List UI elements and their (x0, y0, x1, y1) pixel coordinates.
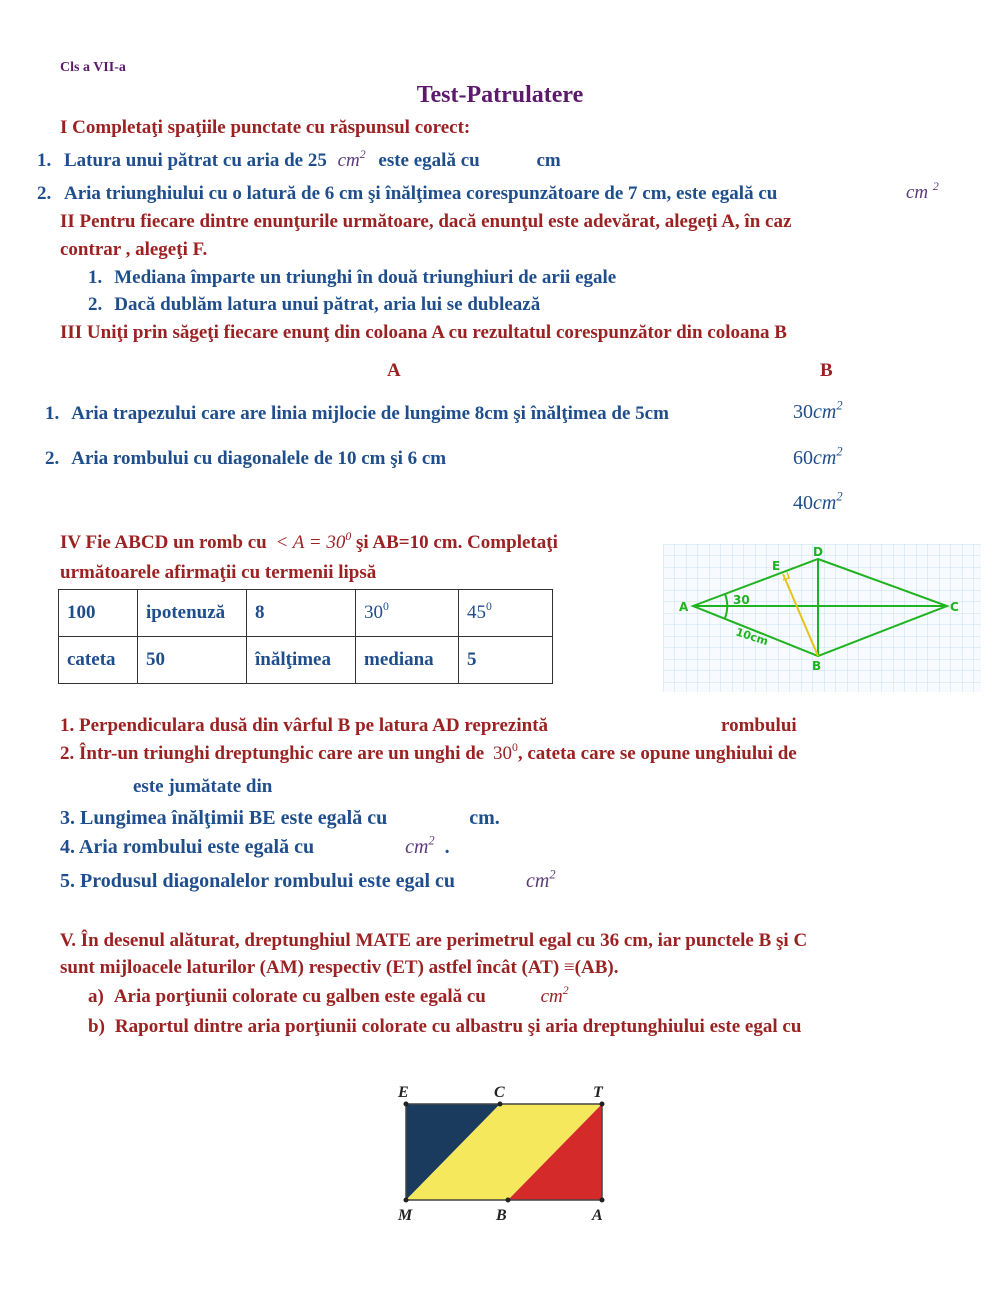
q2-unit: cm $^2$ (906, 179, 939, 203)
section5-line2: sunt mijloacele laturilor (AM) respectiv (ET) astfel încât (AT) ≡(AB). (60, 957, 619, 978)
section2-item-1: 1. Mediana împarte un triunghi în două triunghiuri de arii egale (88, 267, 617, 288)
vertex-d-label: D (813, 545, 823, 559)
column-b-result-1[interactable]: $30cm^2$ (793, 398, 843, 423)
point-b-label: B (496, 1207, 507, 1223)
point-e-label: E (398, 1084, 409, 1101)
section4-question-4: 4. Aria rombului este egală cu $cm^2$ . (60, 833, 450, 858)
angle-label: 30 (733, 593, 750, 607)
column-a-item-1[interactable]: 1. Aria trapezului care are linia mijlocie de lungime 8cm şi înălţimea de 5cm (45, 403, 669, 424)
point-m-label: M (398, 1207, 413, 1223)
page-title: Test-Patrulatere (416, 82, 584, 108)
section4-question-1-end: rombului (721, 715, 797, 736)
q2-number: 2. (37, 183, 52, 204)
point-c-label: C (494, 1084, 505, 1101)
section1-question-2 (37, 183, 777, 205)
section5-question-a: a) Aria porţiunii colorate cu galben este egală cu $cm^2$ (88, 983, 569, 1007)
rectangle-figure (388, 1073, 610, 1223)
q1-unit: $cm^2$ (337, 147, 366, 171)
column-b-header: B (820, 360, 833, 381)
table-cell[interactable]: 8 (247, 590, 356, 637)
column-b-result-2[interactable]: $60cm^2$ (793, 444, 843, 469)
vertex-b-label: B (812, 659, 822, 673)
point-t-label: T (593, 1084, 603, 1101)
table-row (59, 590, 553, 637)
column-b-result-3[interactable]: $40cm^2$ (793, 489, 843, 514)
section4-question-2: 2. Într-un triunghi dreptunghic care are un unghi de $30^0$, cateta care se opune unghiului de (60, 740, 797, 764)
table-cell[interactable]: cateta (59, 637, 138, 684)
q1-end: cm (536, 150, 561, 171)
q1-text: Latura unui pătrat cu aria de 25 (64, 150, 327, 171)
table-cell[interactable]: mediana (356, 637, 459, 684)
section4-question-3: 3. Lungimea înălţimii BE este egală cu cm. (60, 807, 500, 829)
q1-after: este egală cu (378, 150, 480, 171)
table-row (59, 637, 553, 684)
table-cell[interactable]: înălţimea (247, 637, 356, 684)
section1-question-1 (37, 147, 561, 172)
section2-item-2: 2. Dacă dublăm latura unui pătrat, aria lui se dublează (88, 294, 541, 315)
section4-question-1: 1. Perpendiculara dusă din vârful B pe latura AD reprezintă (60, 715, 549, 736)
section4-heading-line2: următoarele afirmaţii cu termenii lipsă (60, 562, 377, 583)
vertex-a-label: A (679, 600, 689, 614)
table-cell[interactable]: $30^0$ (356, 590, 459, 637)
section5-line1: V. În desenul alăturat, dreptunghiul MATE are perimetrul egal cu 36 cm, iar punctele B şi C (60, 930, 808, 951)
class-label: Cls a VII-a (60, 60, 126, 75)
table-cell[interactable]: $45^0$ (459, 590, 553, 637)
section1-heading: I Completaţi spaţiile punctate cu răspunsul corect: (60, 117, 471, 138)
side-label: 10cm (734, 625, 770, 649)
table-cell[interactable]: ipotenuză (138, 590, 247, 637)
table-cell[interactable]: 100 (59, 590, 138, 637)
section5-question-b: b) Raportul dintre aria porţiunii colorate cu albastru şi aria dreptunghiului este egal cu (88, 1016, 802, 1037)
q1-number: 1. (37, 150, 52, 171)
column-a-header: A (387, 360, 401, 381)
table-cell[interactable]: 5 (459, 637, 553, 684)
section3-heading: III Uniţi prin săgeţi fiecare enunţ din coloana A cu rezultatul corespunzător din coloana B (60, 322, 787, 343)
vertex-c-label: C (950, 600, 959, 614)
section2-heading-line1: II Pentru fiecare dintre enunţurile următoare, dacă enunţul este adevărat, alegeţi A, în caz (60, 211, 792, 232)
q2-text: Aria triunghiului cu o latură de 6 cm şi înălţimea corespunzătoare de 7 cm, este egală cu (64, 183, 778, 204)
terms-table (58, 589, 553, 684)
section4-heading-line1: IV Fie ABCD un romb cu < $A = 30^0$ şi AB=10 cm. Completaţi (60, 529, 558, 553)
rhombus-diagram (663, 544, 981, 692)
section4-question-2-line2: este jumătate din (133, 776, 273, 797)
column-a-item-2[interactable]: 2. Aria rombului cu diagonalele de 10 cm şi 6 cm (45, 448, 447, 469)
vertex-e-label: E (772, 559, 781, 573)
section2-heading-line2: contrar , alegeţi F. (60, 239, 208, 260)
section4-question-5: 5. Produsul diagonalelor rombului este egal cu $cm^2$ (60, 867, 556, 892)
table-cell[interactable]: 50 (138, 637, 247, 684)
point-a-label: A (592, 1207, 603, 1223)
